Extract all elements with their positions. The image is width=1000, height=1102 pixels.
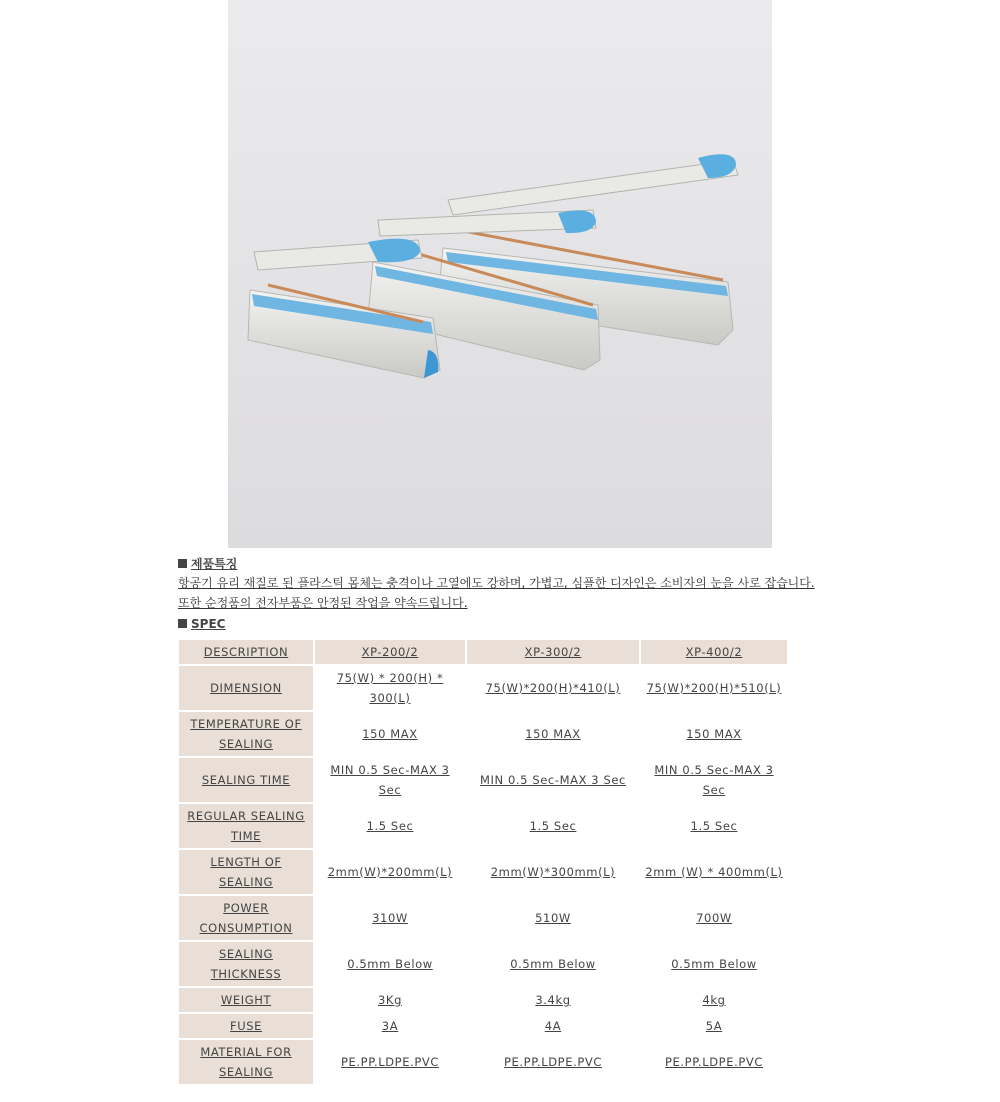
- table-row: [179, 758, 787, 802]
- features-description: 항공기 유리 재질로 된 플라스틱 몸체는 충격이나 고열에도 강하며, 가볍고, 심플한 디자인은 소비자의 눈을 사로 잡습니다. 또한 순정품의 전자부품은 안정된 작업을 약속드립니다.: [178, 576, 815, 610]
- cell-value: 3.4kg: [467, 988, 639, 1012]
- column-header-xp-200: XP-200/2: [315, 640, 465, 664]
- cell-value: 75(W)*200(H)*510(L): [641, 666, 787, 710]
- cell-value: PE.PP.LDPE.PVC: [641, 1040, 787, 1084]
- row-label: SEALING TIME: [179, 758, 313, 802]
- row-label: MATERIAL FOR SEALING: [179, 1040, 313, 1084]
- features-heading-text: 제품특징: [191, 557, 238, 571]
- cell-value: 2mm(W)*200mm(L): [315, 850, 465, 894]
- cell-value: 700W: [641, 896, 787, 940]
- cell-value: 4kg: [641, 988, 787, 1012]
- cell-value: 3A: [315, 1014, 465, 1038]
- cell-value: 1.5 Sec: [315, 804, 465, 848]
- table-row: [179, 1040, 787, 1084]
- cell-value: 4A: [467, 1014, 639, 1038]
- column-header-xp-300: XP-300/2: [467, 640, 639, 664]
- row-label: WEIGHT: [179, 988, 313, 1012]
- product-photo: [228, 0, 772, 548]
- cell-value: 150 MAX: [641, 712, 787, 756]
- table-row: [179, 712, 787, 756]
- square-bullet-icon: [178, 619, 187, 628]
- table-row: [179, 988, 787, 1012]
- table-row: [179, 666, 787, 710]
- cell-value: 2mm (W) * 400mm(L): [641, 850, 787, 894]
- table-row: [179, 850, 787, 894]
- features-heading: [178, 555, 237, 572]
- table-row: [179, 942, 787, 986]
- column-header-description: DESCRIPTION: [179, 640, 313, 664]
- spec-heading: [178, 617, 225, 631]
- table-row: [179, 1014, 787, 1038]
- row-label: LENGTH OF SEALING: [179, 850, 313, 894]
- cell-value: 0.5mm Below: [315, 942, 465, 986]
- column-header-xp-400: XP-400/2: [641, 640, 787, 664]
- cell-value: PE.PP.LDPE.PVC: [467, 1040, 639, 1084]
- table-row: [179, 896, 787, 940]
- cell-value: MIN 0.5 Sec-MAX 3 Sec: [641, 758, 787, 802]
- cell-value: MIN 0.5 Sec-MAX 3 Sec: [467, 758, 639, 802]
- cell-value: 1.5 Sec: [467, 804, 639, 848]
- table-row: [179, 804, 787, 848]
- row-label: TEMPERATURE OF SEALING: [179, 712, 313, 756]
- cell-value: 0.5mm Below: [641, 942, 787, 986]
- cell-value: 3Kg: [315, 988, 465, 1012]
- spec-table: [177, 638, 789, 1086]
- row-label: FUSE: [179, 1014, 313, 1038]
- cell-value: 0.5mm Below: [467, 942, 639, 986]
- row-label: POWER CONSUMPTION: [179, 896, 313, 940]
- cell-value: 5A: [641, 1014, 787, 1038]
- cell-value: 310W: [315, 896, 465, 940]
- spec-header-row: [179, 640, 787, 664]
- row-label: SEALING THICKNESS: [179, 942, 313, 986]
- cell-value: PE.PP.LDPE.PVC: [315, 1040, 465, 1084]
- cell-value: 75(W) * 200(H) * 300(L): [315, 666, 465, 710]
- cell-value: 1.5 Sec: [641, 804, 787, 848]
- cell-value: 150 MAX: [315, 712, 465, 756]
- row-label: REGULAR SEALING TIME: [179, 804, 313, 848]
- cell-value: 150 MAX: [467, 712, 639, 756]
- cell-value: 2mm(W)*300mm(L): [467, 850, 639, 894]
- cell-value: MIN 0.5 Sec-MAX 3 Sec: [315, 758, 465, 802]
- row-label: DIMENSION: [179, 666, 313, 710]
- cell-value: 510W: [467, 896, 639, 940]
- square-bullet-icon: [178, 559, 187, 568]
- cell-value: 75(W)*200(H)*410(L): [467, 666, 639, 710]
- spec-heading-text: SPEC: [191, 617, 226, 631]
